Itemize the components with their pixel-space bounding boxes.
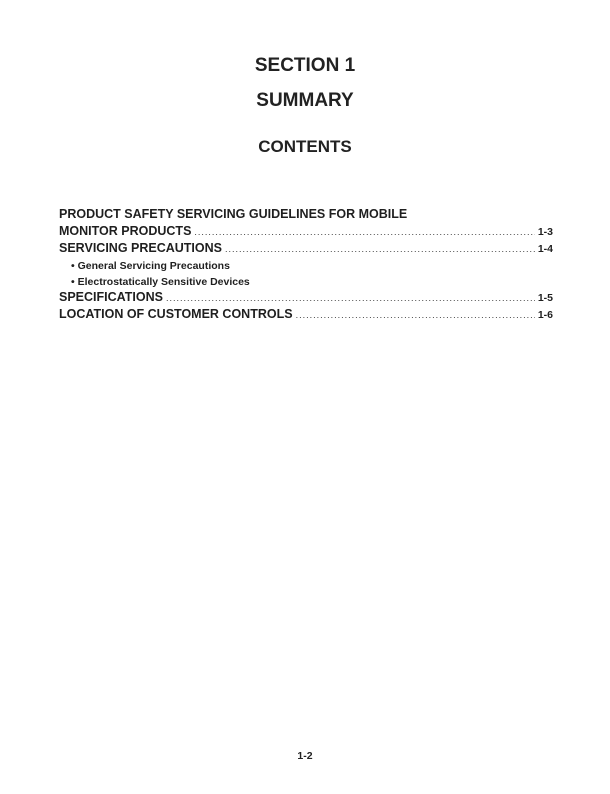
- dot-leader: [166, 293, 535, 303]
- contents-title: CONTENTS: [258, 137, 352, 156]
- toc-entry-title: SERVICING PRECAUTIONS: [59, 241, 222, 255]
- toc-entry-title: MONITOR PRODUCTS: [59, 224, 192, 238]
- toc-subentry-electrostatic: • Electrostatically Sensitive Devices: [71, 276, 250, 288]
- toc-page-number: 1-6: [537, 309, 553, 321]
- page-number: 1-2: [297, 750, 313, 762]
- toc-entry-title: LOCATION OF CUSTOMER CONTROLS: [59, 307, 293, 321]
- dot-leader: [225, 244, 535, 254]
- table-of-contents: [59, 207, 553, 324]
- toc-entry-customer-controls: [59, 307, 553, 324]
- dot-leader: [296, 310, 535, 320]
- toc-subentry-general-servicing: • General Servicing Precautions: [71, 260, 230, 272]
- toc-page-number: 1-5: [537, 292, 553, 304]
- dot-leader: [194, 227, 534, 237]
- toc-entry-product-safety: [59, 224, 553, 241]
- toc-entry-specifications: [59, 290, 553, 307]
- toc-entry-title: SPECIFICATIONS: [59, 290, 163, 304]
- summary-title: SUMMARY: [256, 90, 354, 111]
- toc-entry-title: PRODUCT SAFETY SERVICING GUIDELINES FOR MOBILE: [59, 207, 408, 221]
- section-title: SECTION 1: [254, 55, 356, 76]
- toc-entry-servicing-precautions: [59, 241, 553, 258]
- toc-page-number: 1-3: [537, 226, 553, 238]
- toc-page-number: 1-4: [537, 243, 553, 255]
- toc-entry-product-safety-line1: [59, 207, 553, 224]
